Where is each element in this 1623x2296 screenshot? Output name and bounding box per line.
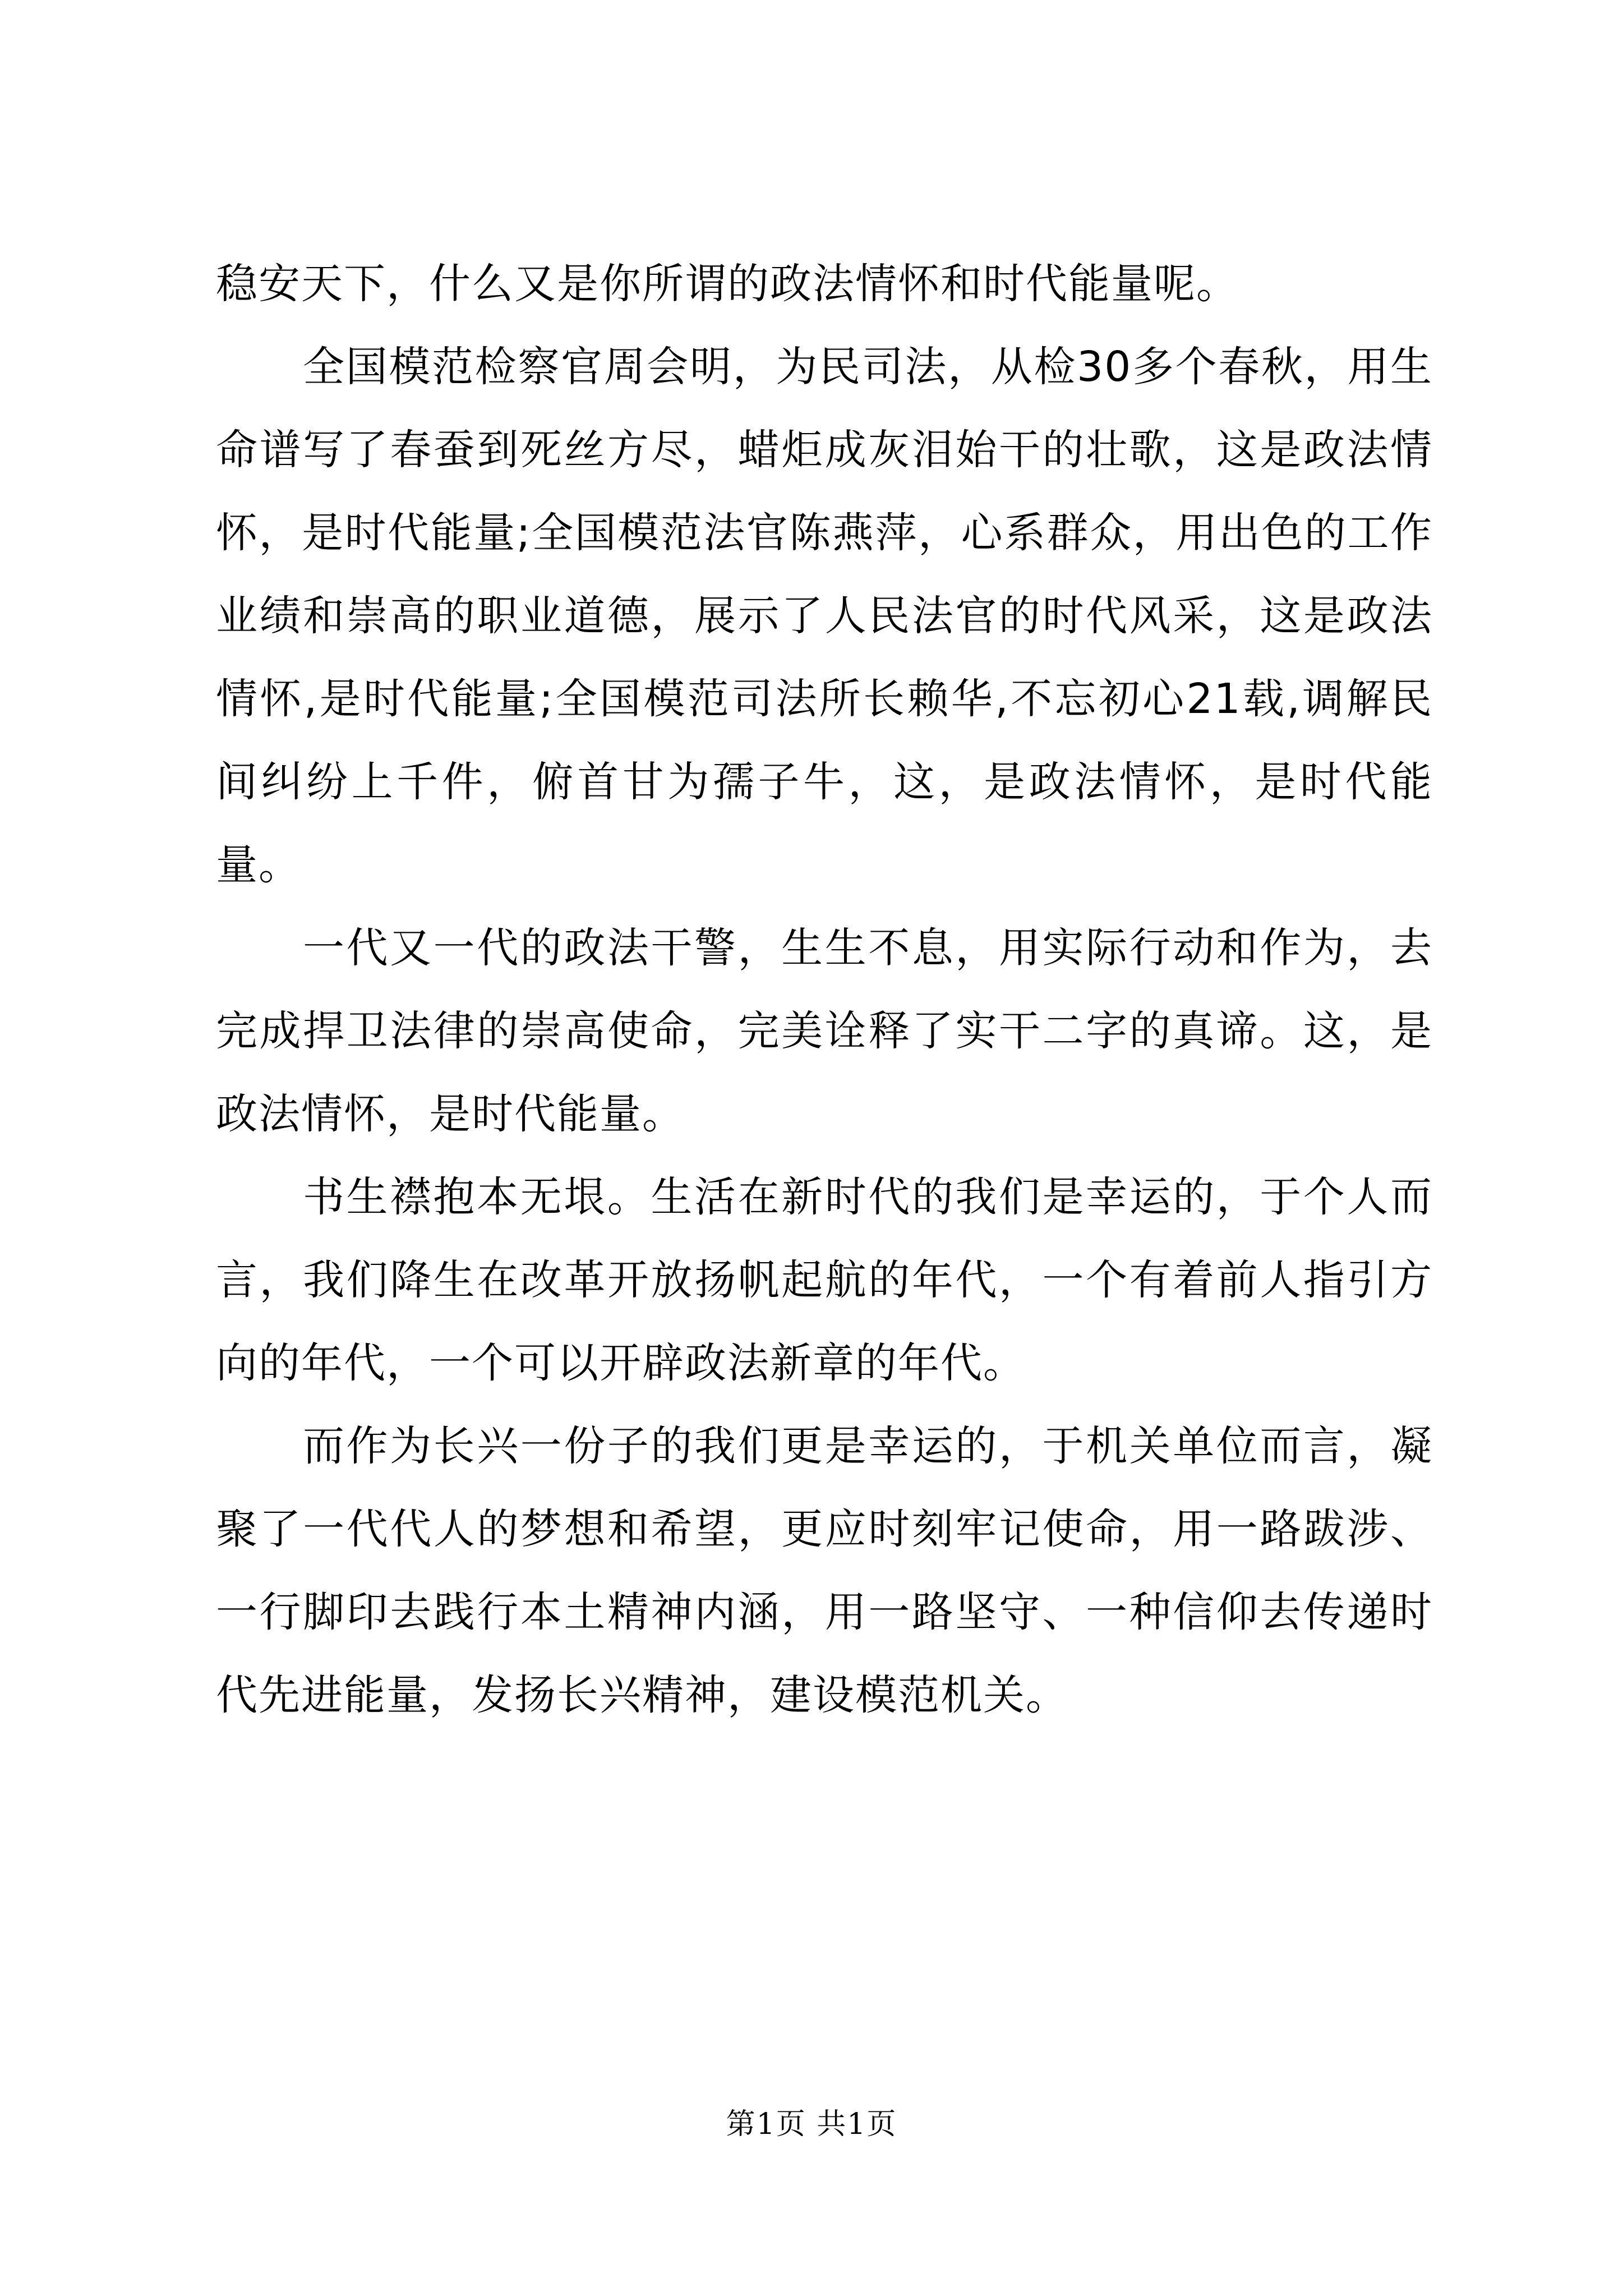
paragraph-3: 一代又一代的政法干警，生生不息，用实际行动和作为，去完成捍卫法律的崇高使命，完美诠释了实干二字的真谛。这，是政法情怀，是时代能量。	[216, 924, 1433, 1138]
paragraph-5: 而作为长兴一份子的我们更是幸运的，于机关单位而言，凝聚了一代代人的梦想和希望，更应时刻牢记使命，用一路跋涉、一行脚印去践行本土精神内涵，用一路坚守、一种信仰去传递时代先进能量，发扬长兴精神，建设模范机关。	[216, 1422, 1433, 1719]
paragraph-2: 全国模范检察官周会明，为民司法，从检30多个春秋，用生命谱写了春蚕到死丝方尽，蜡炬成灰泪始干的壮歌，这是政法情怀，是时代能量;全国模范法官陈燕萍，心系群众，用出色的工作业绩和崇高的职业道德，展示了人民法官的时代风采，这是政法情怀,是时代能量;全国模范司法所长赖华,不忘初心21载,调解民间纠纷上千件，俯首甘为孺子牛，这，是政法情怀，是时代能量。	[216, 343, 1433, 889]
paragraph-4: 书生襟抱本无垠。生活在新时代的我们是幸运的，于个人而言，我们降生在改革开放扬帆起航的年代，一个有着前人指引方向的年代，一个可以开辟政法新章的年代。	[216, 1173, 1433, 1387]
document-body	[216, 242, 1433, 1737]
paragraph-1: 稳安天下，什么又是你所谓的政法情怀和时代能量呢。	[216, 260, 1239, 308]
page-number-label: 第1页 共1页	[726, 2108, 897, 2141]
page-footer	[0, 2105, 1623, 2144]
